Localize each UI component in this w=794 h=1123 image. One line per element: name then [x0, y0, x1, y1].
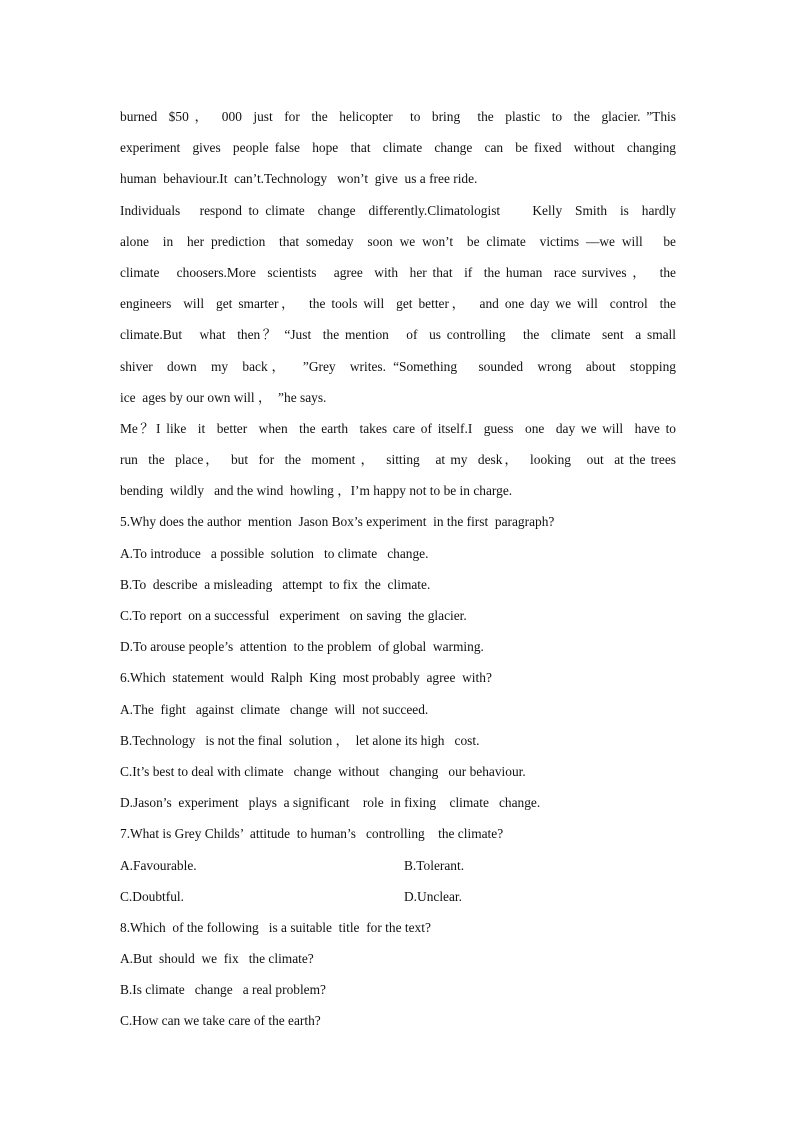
- answer-option: A.But should we fix the climate?: [120, 951, 314, 967]
- passage-line: experiment gives people false hope that climate change can be fixed without changing: [120, 140, 676, 156]
- passage-line: alone in her prediction that someday soon we won’t be climate victims —we will be: [120, 233, 676, 249]
- answer-option: B.To describe a misleading attempt to fix the climate.: [120, 576, 431, 592]
- passage-line: human behaviour.It can’t.Technology won’t give us a free ride.: [120, 171, 478, 187]
- passage-line: bending wildly and the wind howling ，I’m happy not to be in charge.: [120, 483, 513, 499]
- answer-option: A.To introduce a possible solution to climate change.: [120, 545, 429, 561]
- answer-option: B.Tolerant.: [404, 857, 465, 873]
- answer-option: B.Technology is not the final solution ， let alone its high cost.: [120, 732, 480, 748]
- passage-line: ice ages by our own will ， ”he says.: [120, 389, 327, 405]
- answer-option-row: [120, 881, 676, 912]
- answer-option-row: [120, 850, 676, 881]
- answer-option: D.To arouse people’s attention to the problem of global warming.: [120, 639, 484, 655]
- passage-line: run the place， but for the moment ， sitting at my desk， looking out at the trees: [120, 452, 676, 468]
- passage-line: Individuals respond to climate change differently.Climatologist Kelly Smith is hardly: [120, 202, 676, 218]
- question-stem: 7.What is Grey Childs’ attitude to human’s controlling the climate?: [120, 826, 504, 842]
- answer-option: A.Favourable.: [120, 857, 197, 873]
- document-content: [120, 101, 676, 1037]
- passage-line: climate.But what then？ “Just the mention of us controlling the climate sent a small: [120, 327, 676, 343]
- passage-line: shiver down my back， ”Grey writes. “Something sounded wrong about stopping: [120, 358, 676, 374]
- question-stem: 6.Which statement would Ralph King most probably agree with?: [120, 670, 492, 686]
- answer-option: C.It’s best to deal with climate change without changing our behaviour.: [120, 763, 526, 779]
- passage-line: Me？I like it better when the earth takes care of itself.I guess one day we will have to: [120, 420, 676, 436]
- passage-line: engineers will get smarter， the tools will get better， and one day we will control the: [120, 296, 676, 312]
- question-stem: 8.Which of the following is a suitable title for the text?: [120, 919, 431, 935]
- answer-option: C.To report on a successful experiment on saving the glacier.: [120, 608, 467, 623]
- passage-line: burned $50 ， 000 just for the helicopter to bring the plastic to the glacier. ”This: [120, 109, 676, 124]
- answer-option: C.Doubtful.: [120, 888, 184, 904]
- answer-option: D.Unclear.: [404, 888, 463, 904]
- answer-option: C.How can we take care of the earth?: [120, 1013, 321, 1029]
- question-stem: 5.Why does the author mention Jason Box’s experiment in the first paragraph?: [120, 514, 555, 530]
- answer-option: A.The fight against climate change will not succeed.: [120, 701, 429, 717]
- passage-line: climate choosers.More scientists agree with her that if the human race survives ， the: [120, 264, 676, 280]
- answer-option: D.Jason’s experiment plays a significant role in fixing climate change.: [120, 795, 541, 811]
- answer-option: B.Is climate change a real problem?: [120, 982, 326, 998]
